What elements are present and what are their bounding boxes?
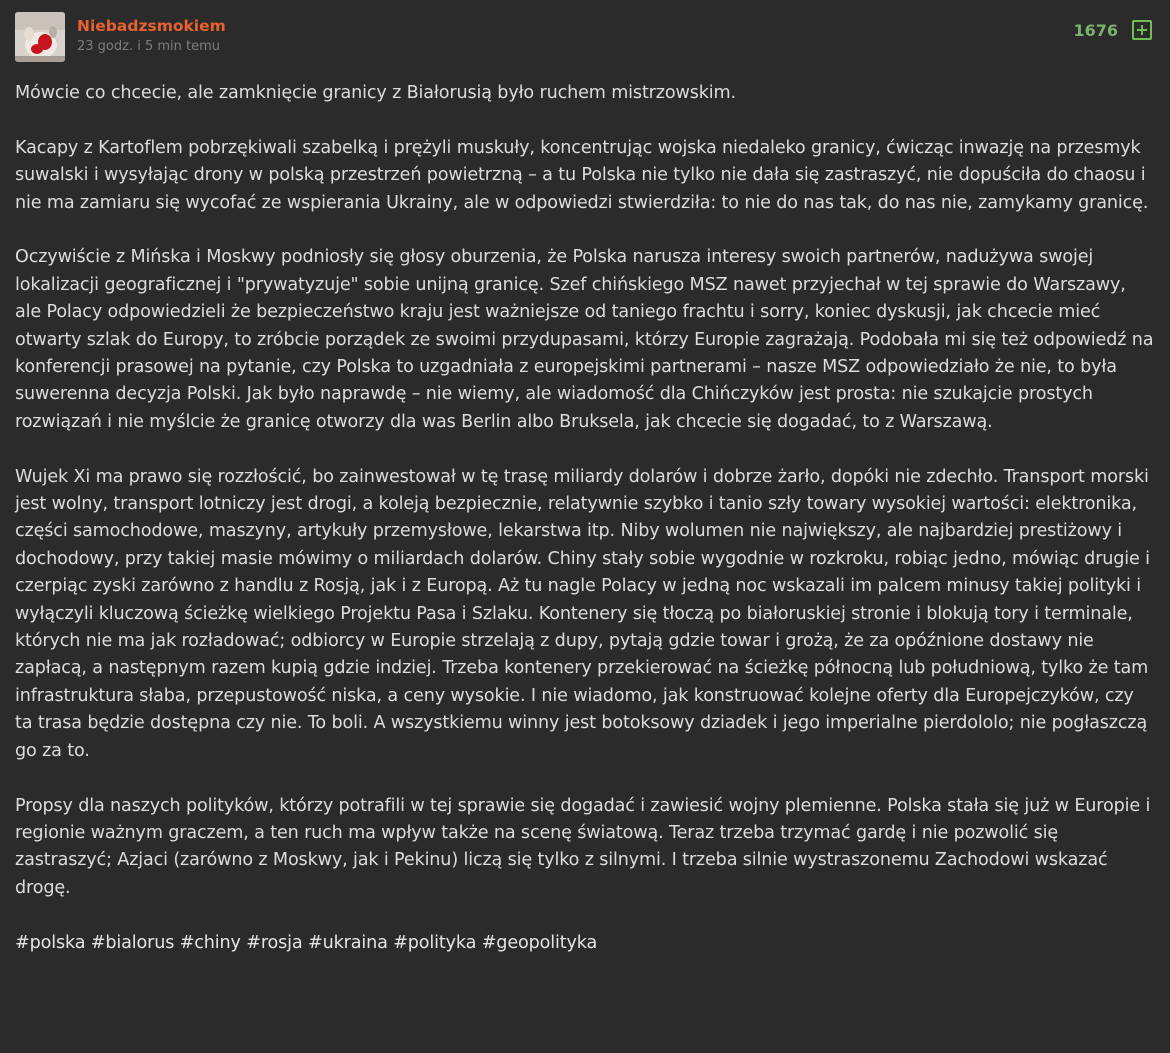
tag-list xyxy=(15,930,1155,957)
tag-link[interactable]: #bialorus xyxy=(90,932,175,953)
plus-vote-button[interactable] xyxy=(1132,20,1152,40)
post-paragraph: Mówcie co chcecie, ale zamknięcie granicy z Białorusią było ruchem mistrzowskim. xyxy=(15,83,736,103)
tag-link[interactable]: #chiny xyxy=(179,932,241,953)
avatar[interactable] xyxy=(15,12,65,62)
post-paragraph: Wujek Xi ma prawo się rozzłościć, bo zainwestował w tę trasę miliardy dolarów i dobrze żarło, dopóki nie zdechło. Transport morski jest wolny, transport lotniczy jest drogi, a koleją bezpiecznie, relatywnie szybko i tanio szły towary wysokiej wartości: elektronika, części samochodowe, maszyny, artykuły przemysłowe, lekarstwa itp. Niby wolumen nie największy, ale najbardziej prestiżowy i dochodowy, przy takiej masie mówimy o miliardach dolarów. Chiny stały sobie wygodnie w rozkroku, robiąc jedno, mówiąc drugie i czerpiąc zyski zarówno z handlu z Rosją, jak i z Europą. Aż tu nagle Polacy w jedną noc wskazali im palcem minusy takiej polityki i wyłączyli kluczową ścieżkę wielkiego Projektu Pasa i Szlaku. Kontenery się tłoczą po białoruskiej stronie i blokują tory i terminale, których nie ma jak rozładować; odbiorcy w Europie strzelają z dupy, pytają gdzie towar i grożą, że za opóźnione dostawy nie zapłacą, a następnym razem kupią gdzie indziej. Trzeba kontenery przekierować na ścieżkę północną lub południową, tylko że tam infrastruktura słaba, przepustowość niska, a ceny wysokie. I nie wiadomo, jak konstruować kolejne oferty dla Europejczyków, czy ta trasa będzie dostępna czy nie. To boli. A wszystkiemu winny jest botoksowy dziadek i jego imperialne pierdololo; nie pogłaszczą go za to. xyxy=(15,466,1150,761)
author-block xyxy=(77,16,226,56)
tag-link[interactable]: #ukraina xyxy=(308,932,388,953)
post-paragraph: Oczywiście z Mińska i Moskwy podniosły się głosy oburzenia, że Polska narusza interesy swoich partnerów, nadużywa swojej lokalizacji geograficznej i "prywatyzuje" sobie unijną granicę. Szef chińskiego MSZ nawet przyjechał w tej sprawie do Warszawy, ale Polacy odpowiedzieli że bezpieczeństwo kraju jest ważniejsze od taniego frachtu i sorry, koniec dyskusji, jak chcecie mieć otwarty szlak do Europy, to zróbcie porządek ze swoimi przydupasami, którzy Europie zagrażają. Podobała mi się też odpowiedź na konferencji prasowej na pytanie, czy Polska to uzgadniała z europejskimi partnerami – nasze MSZ odpowiedziało że nie, to była suwerenna decyzja Polski. Jak było naprawdę – nie wiemy, ale wiadomość dla Chińczyków jest prosta: nie szukajcie prostych rozwiązań i nie myślcie że granicę otworzy dla was Berlin albo Bruksela, jak chcecie się dogadać, to z Warszawą. xyxy=(15,247,1154,432)
vote-block xyxy=(1073,20,1152,40)
post-paragraph: Propsy dla naszych polityków, którzy potrafili w tej sprawie się dogadać i zawiesić wojny plemienne. Polska stała się już w Europie i regionie ważnym graczem, a ten ruch ma wpływ także na scenę światową. Teraz trzeba trzymać gardę i nie pozwolić się zastraszyć; Azjaci (zarówno z Moskwy, jak i Pekinu) liczą się tylko z silnymi. I trzeba silnie wystraszonemu Zachodowi wskazać drogę. xyxy=(15,795,1151,898)
author-name-link[interactable]: Niebadzsmokiem xyxy=(77,17,226,35)
tag-link[interactable]: #polska xyxy=(15,932,86,953)
post-paragraph: Kacapy z Kartoflem pobrzękiwali szabelką i prężyli muskuły, koncentrując wojska niedaleko granicy, ćwicząc inwazję na przesmyk suwalski i wysyłając drony w polską przestrzeń powietrzną – a tu Polska nie tylko nie dała się zastraszyć, nie dopuściła do chaosu i nie ma zamiaru się wycofać ze wspierania Ukrainy, ale w odpowiedzi stwierdziła: to nie do nas tak, do nas nie, zamykamy granicę. xyxy=(15,137,1149,213)
post-header xyxy=(15,12,1152,64)
post-time[interactable]: 23 godz. i 5 min temu xyxy=(77,39,221,54)
vote-count: 1676 xyxy=(1073,20,1118,40)
avatar-image xyxy=(15,12,65,62)
post-body xyxy=(15,80,1155,984)
tag-link[interactable]: #polityka xyxy=(393,932,477,953)
tag-link[interactable]: #rosja xyxy=(246,932,303,953)
tag-link[interactable]: #geopolityka xyxy=(481,932,598,953)
